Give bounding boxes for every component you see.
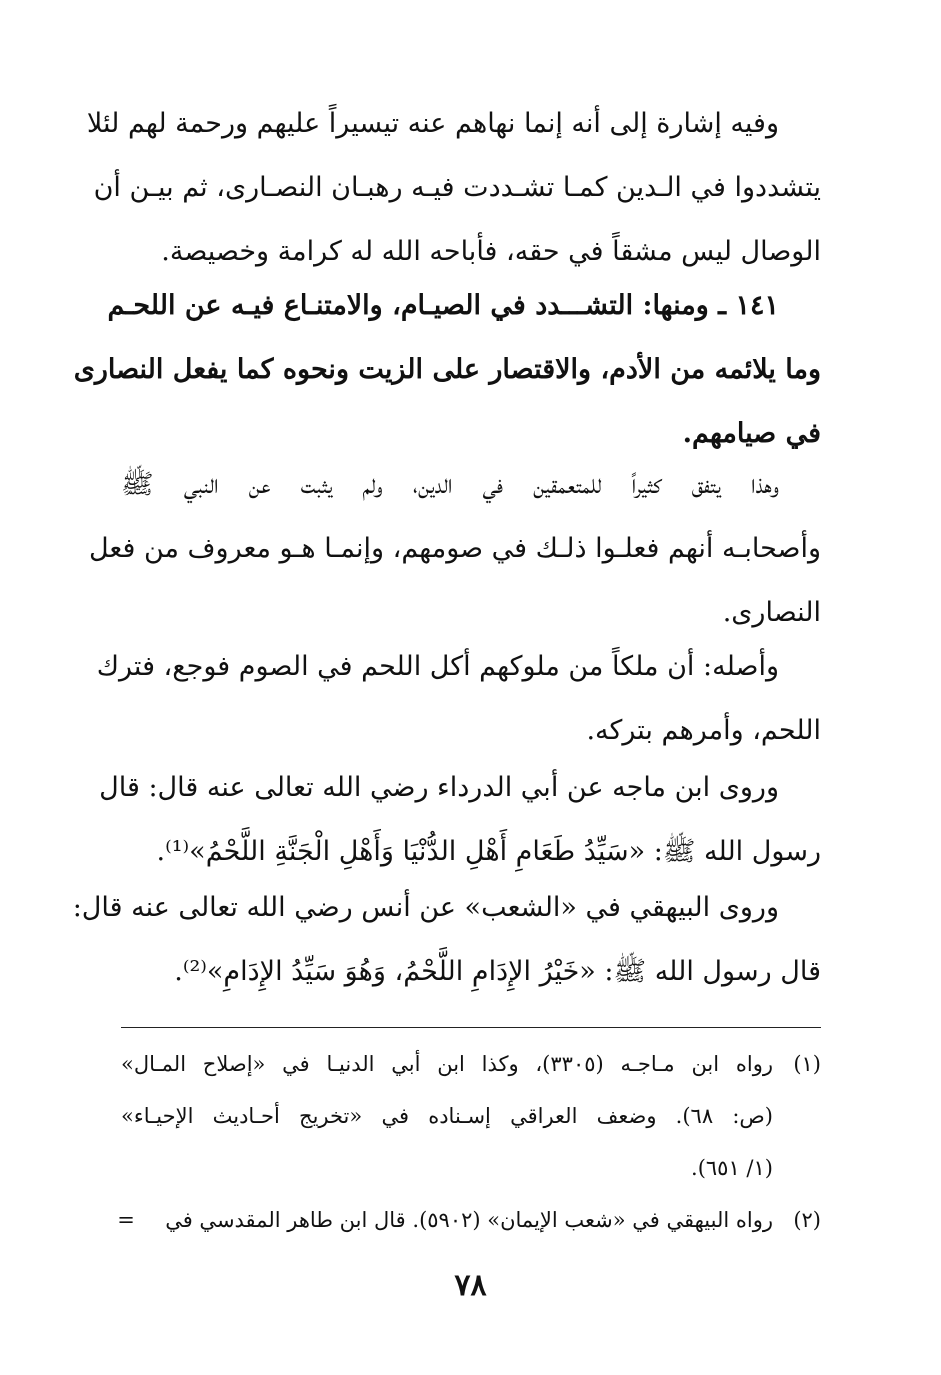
text-line: ١٤١ ـ ومنها: التشـــدد في الصيـام، والامتنـاع فيـه عن اللحـم — [107, 290, 779, 321]
paragraph-explanation — [88, 453, 821, 645]
footnote-continuation-mark: = — [117, 1208, 135, 1232]
section-heading-141 — [73, 274, 821, 466]
text-line: وما يلائمه من الأدم، والاقتصار على الزيت ونحوه كما يفعل النصارى — [73, 354, 821, 385]
text-line: وأصحابـه أنهم فعلـوا ذلـك في صومهم، وإنمـا هـو معروف من فعل — [88, 533, 821, 564]
paragraph-origin — [96, 635, 821, 763]
footnote-line: (ص: ٦٨). وضعف العراقي إسـناده في «تخريج أحـاديث الإحيـاء» — [121, 1104, 773, 1128]
text-line: في صيامهم. — [682, 418, 821, 449]
footnotes — [117, 1038, 821, 1246]
footnote-2 — [117, 1194, 821, 1246]
paragraph-hadith-bayhaqi — [72, 876, 821, 1004]
footnote-line: رواه البيهقي في «شعب الإيمان» (٥٩٠٢). قال ابن طاهر المقدسي في — [165, 1208, 773, 1232]
text-line: وهذا يتفق كثيراً للمتعمقين في الدين، ولم يثبت عن النبي ﷺ — [121, 469, 779, 500]
footnote-line: رواه ابن مـاجـه (٣٣٠٥)، وكذا ابن أبي الدنيـا في «إصلاح المـال» — [121, 1052, 774, 1076]
footnote-body — [121, 1038, 773, 1194]
footnote-1 — [121, 1038, 821, 1194]
footnote-body — [117, 1194, 773, 1246]
footnote-number: (١) — [793, 1052, 821, 1076]
text-line: الوصال ليس مشقاً في حقه، فأباحه الله له كرامة وخصيصة. — [161, 236, 821, 267]
text-line: النصارى. — [722, 597, 821, 628]
text-line: وأصله: أن ملكاً من ملوكهم أكل اللحم في الصوم فوجع، فترك — [96, 651, 779, 682]
text-line: وروى ابن ماجه عن أبي الدرداء رضي الله تعالى عنه قال: قال — [99, 772, 779, 803]
page-number: ٧٨ — [454, 1268, 487, 1303]
text-line: رسول الله ﷺ: «سَيِّدُ طَعَامِ أَهْلِ الدُّنْيَا وَأَهْلِ الْجَنَّةِ اللَّحْمُ»⁽¹⁾. — [156, 836, 821, 867]
text-line: وفيه إشارة إلى أنه إنما نهاهم عنه تيسيراً عليهم ورحمة لهم لئلا — [86, 108, 779, 139]
text-line: يتشددوا في الـدين كمـا تشـددت فيـه رهبـان النصـارى، ثم بيـن أن — [93, 172, 821, 203]
footnote-number: (٢) — [793, 1208, 821, 1232]
footnote-line: (١/ ٦٥١). — [691, 1156, 773, 1180]
text-line: اللحم، وأمرهم بتركه. — [586, 715, 821, 746]
text-line: قال رسول الله ﷺ: «خَيْرُ الإِدَامِ اللَّحْمُ، وَهُوَ سَيِّدُ الإِدَامِ»⁽²⁾. — [174, 956, 821, 987]
text-line: وروى البيهقي في «الشعب» عن أنس رضي الله تعالى عنه قال: — [72, 892, 779, 923]
paragraph-hadith-ibn-majah — [99, 756, 821, 884]
paragraph-commentary — [86, 92, 821, 284]
footnote-separator — [121, 1027, 821, 1028]
